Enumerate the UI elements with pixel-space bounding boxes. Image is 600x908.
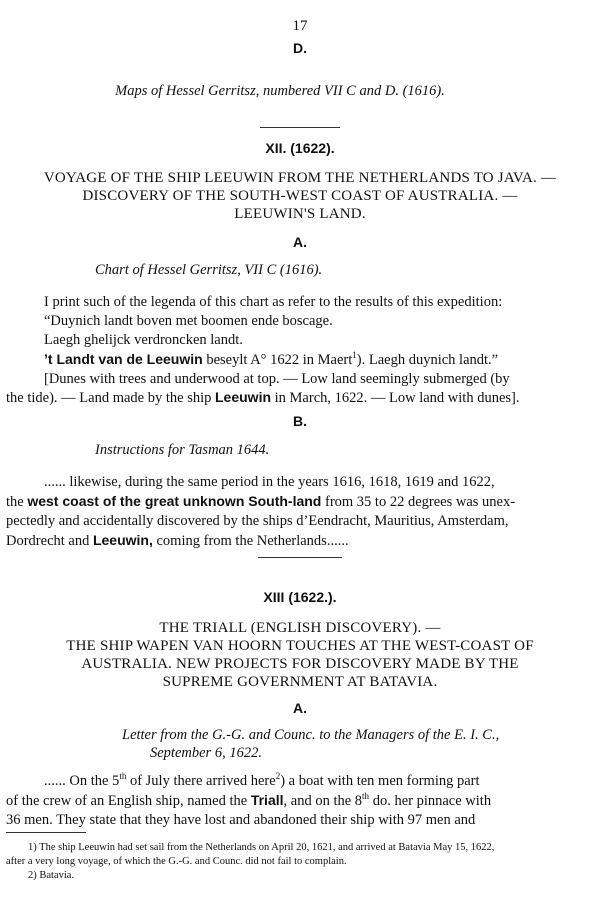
footnote-ref-1: 1 [352, 350, 357, 361]
section-xii-title-line-3: LEEUWIN'S LAND. [234, 206, 366, 222]
instructions-line-4-a: Dordrecht and [6, 533, 93, 549]
footnote-1-line-1: 1) The ship Leeuwin had set sail from the Netherlands on April 20, 1621, and arrived at Batavia May 15, 1622, [28, 842, 495, 853]
letter-line-2-a: of the crew of an English ship, named the [6, 793, 251, 809]
section-xii-title-line-1: VOYAGE OF THE SHIP LEEUWIN FROM THE NETHERLANDS TO JAVA. — [43, 170, 557, 186]
translation-line-2-a: the tide). — Land made by the ship [6, 390, 215, 406]
footnote-2: 2) Batavia. [28, 870, 75, 881]
leeuwin-land-name: ’t Landt van de Leeuwin [44, 351, 203, 367]
letter-line-2-c: do. her pinnace with [369, 793, 492, 809]
instructions-line-2-b: from 35 to 22 degrees was unex- [321, 494, 516, 510]
instructions-line-2-a: the [6, 494, 28, 510]
legend-quote-3-tail: ). Laegh duynich landt.” [356, 352, 499, 368]
footnote-rule [6, 832, 86, 833]
ordinal-sup-2: th [362, 791, 370, 802]
page-number: 17 [292, 18, 308, 34]
footnote-ref-2: 2 [275, 771, 281, 782]
section-d-caption: Maps of Hessel Gerritsz, numbered VII C and D. (1616). [115, 83, 445, 99]
instructions-line-2 [6, 492, 591, 512]
translation-line-2-b: in March, 1622. — Low land with dunes]. [271, 390, 520, 406]
section-xii-heading: XII. (1622). [265, 140, 335, 156]
section-xii-b-caption: Instructions for Tasman 1644. [95, 442, 270, 458]
section-xiii-title-line-4: SUPREME GOVERNMENT AT BATAVIA. [162, 674, 438, 690]
section-xii-a-letter: A. [293, 234, 307, 250]
footnote-1-line-2: after a very long voyage, of which the G.-G. and Counc. did not fail to complain. [6, 856, 347, 867]
section-d-letter: D. [293, 40, 307, 56]
ship-name-leeuwin: Leeuwin [215, 389, 272, 405]
ordinal-sup-1: th [119, 771, 127, 782]
translation-line-1: [Dunes with trees and underwood at top. — Low land seemingly submerged (by [44, 371, 510, 387]
section-xiii-title-line-1: THE TRIALL (ENGLISH DISCOVERY). — [159, 620, 441, 636]
letter-line-1-b: of July there arrived here [126, 773, 276, 789]
section-xiii-a-letter: A. [293, 700, 307, 716]
instructions-line-4 [6, 531, 591, 551]
divider-rule [260, 127, 340, 128]
legend-quote-3-text: beseylt A° 1622 in Maert [202, 352, 353, 368]
translation-line-2 [6, 388, 586, 408]
section-xiii-title-line-2: THE SHIP WAPEN VAN HOORN TOUCHES AT THE WEST-COAST OF [66, 638, 534, 654]
legend-quote-1: “Duynich landt boven met boomen ende boscage. [44, 313, 333, 329]
section-xiii-a-caption-2: September 6, 1622. [150, 745, 262, 761]
section-xiii-a-caption-1: Letter from the G.-G. and Counc. to the Managers of the E. I. C., [122, 727, 500, 743]
letter-line-1 [44, 772, 589, 791]
letter-line-2 [6, 791, 591, 811]
letter-line-3: 36 men. They state that they have lost and abandoned their ship with 97 men and [6, 812, 476, 828]
legend-quote-2: Laegh ghelijck verdroncken landt. [44, 332, 243, 348]
letter-line-2-b: , and on the 8 [283, 793, 363, 809]
section-xiii-title-line-3: AUSTRALIA. NEW PROJECTS FOR DISCOVERY MADE BY THE [81, 656, 519, 672]
ship-name-leeuwin-2: Leeuwin, [92, 532, 153, 548]
legend-paragraph [44, 293, 574, 389]
section-xii-title-line-2: DISCOVERY OF THE SOUTH-WEST COAST OF AUSTRALIA. — [82, 188, 518, 204]
south-land-phrase: west coast of the great unknown South-land [27, 493, 322, 509]
section-xii-b-letter: B. [293, 413, 307, 429]
letter-lines [6, 791, 591, 830]
letter-line-1-c: ) a boat with ten men forming part [280, 773, 480, 789]
instructions-lines [6, 492, 591, 551]
section-xii-a-caption: Chart of Hessel Gerritsz, VII C (1616). [95, 262, 323, 278]
legend-quote-3 [44, 350, 574, 370]
divider-rule-2 [258, 557, 342, 558]
legend-intro: I print such of the legenda of this chart as refer to the results of this expedition: [44, 294, 503, 310]
ship-name-triall: Triall [250, 792, 284, 808]
section-xiii-heading: XIII (1622.). [263, 589, 337, 605]
instructions-line-3: pectedly and accidentally discovered by the ships d’Eendracht, Mauritius, Amsterdam, [6, 513, 509, 529]
instructions-line-1: ...... likewise, during the same period in the years 1616, 1618, 1619 and 1622, [44, 474, 495, 490]
letter-line-1-a: ...... On the 5 [44, 773, 120, 789]
instructions-line-4-b: coming from the Netherlands...... [152, 533, 349, 549]
